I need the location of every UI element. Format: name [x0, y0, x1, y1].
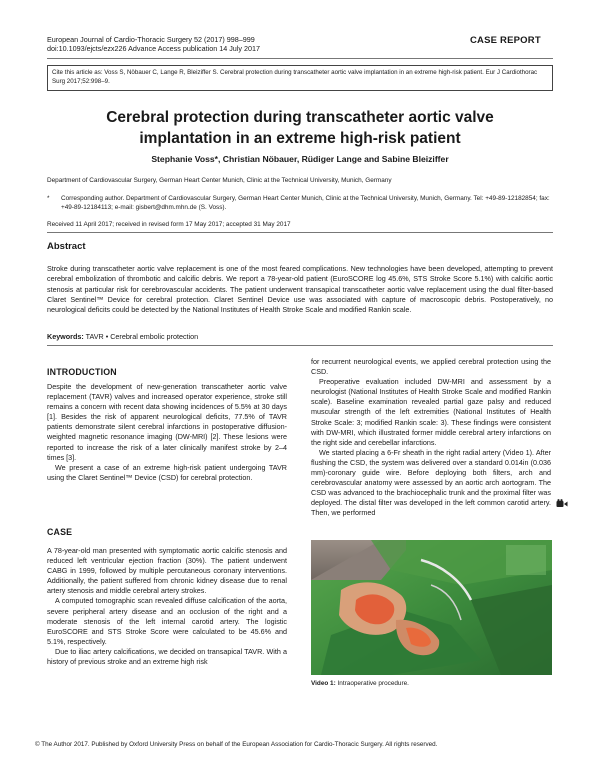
case-paragraph-2: A computed tomographic scan revealed diffuse calcification of the aorta, severe peripheral artery disease and an occlusion of the right and a moderate stenosis of the left internal carotid artery. The logistic EuroSCORE and STS Stroke Score were calculated to be 45.6% and 5.1%, respectively. — [47, 596, 287, 646]
header-rule — [47, 58, 553, 59]
correspondence — [47, 195, 553, 212]
intro-heading: INTRODUCTION — [47, 367, 117, 377]
keywords-text: TAVR • Cerebral embolic protection — [85, 332, 199, 341]
title-line-2: implantation in an extreme high-risk patient — [139, 130, 461, 147]
title-line-1: Cerebral protection during transcatheter aortic valve — [106, 109, 494, 126]
copyright-footer: © The Author 2017. Published by Oxford University Press on behalf of the European Association for Cardio-Thoracic Surgery. All rights reserved. — [35, 741, 438, 748]
correspondence-marker: * — [47, 195, 50, 202]
case-heading: CASE — [47, 527, 73, 537]
abstract-top-rule — [47, 232, 553, 233]
right-paragraph-3: We started placing a 6-Fr sheath in the right radial artery (Video 1). After flushing the CSD, the system was delivered over a standard 0.014in (0.036 mm)-coronary guide wire. Before deploying both filters, arch and cerebrovascular anatomy were assessed by an aortic arch aortogram. The CSD was advanced to the brachiocephalic trunk and the proximal filter was deployed. The distal filter was developed in the left common carotid artery. Then, we performed — [311, 447, 551, 518]
author-list: Stephanie Voss*, Christian Nöbauer, Rüdiger Lange and Sabine Bleiziffer — [151, 154, 449, 164]
case-paragraph-3: Due to iliac artery calcifications, we decided on transapical TAVR. With a history of previous stroke and an extreme high risk — [47, 646, 287, 667]
correspondence-text: Corresponding author. Department of Cardiovascular Surgery, German Heart Center Munich, Clinic at the Technical University, Munich, Germany. Tel: +49-89-12182854; fax: +49-89-12184113; e-mail: gisbert@dhm.mhn.de (S. Voss). — [61, 195, 550, 211]
citation-box — [47, 65, 553, 91]
journal-line: European Journal of Cardio-Thoracic Surgery 52 (2017) 998–999 — [47, 35, 255, 44]
doi-line: doi:10.1093/ejcts/ezx226 Advance Access publication 14 July 2017 — [47, 44, 260, 53]
intro-paragraph-1: Despite the development of new-generation transcatheter aortic valve replacement (TAVR) valves and increased operator experience, stroke still remains a concern with recent data showing incidences of 5.5% at 30 days [1]. Besides the risk of apparent neurological deficits, 77.5% of TAVR patients demonstrate silent cerebral infarctions in postoperative diffusion-weighted magnetic resonance imaging (DW-MRI) [2]. These lesions were reported to increase the risk of a later clinically manifest stroke by 2–4 times [3]. — [47, 382, 287, 462]
abstract-bottom-rule — [47, 345, 553, 346]
article-type: CASE REPORT — [470, 35, 541, 46]
citation-text: Cite this article as: Voss S, Nöbauer C, Lange R, Bleiziffer S. Cerebral protection during transcatheter aortic valve implantation in an extreme high-risk patient. Eur J Cardiothorac Surg 2017;52:998–9. — [52, 69, 538, 85]
video-camera-icon[interactable] — [556, 499, 568, 511]
article-title — [40, 107, 560, 149]
abstract-heading: Abstract — [47, 241, 86, 252]
abstract-text: Stroke during transcatheter aortic valve replacement is one of the most feared complications. New technologies have been developed, attempting to prevent cerebral embolization of thrombotic and calcific debris. We report a 78-year-old patient (EuroSCORE log 45.6%, STS Stroke Score 5.1%) with calcific aortic stenosis at particular risk for cerebrovascular accidents. The patient underwent transapical transcatheter aortic valve replacement using the dual filter-based Claret Sentinel™ Device for cerebral protection. Claret Sentinel Device use was associated with capture of macroscopic debris. Postoperatively, no neurological deficits could be detected by the National Institutes of Health Stroke Scale and modified Rankin scale. — [47, 264, 553, 315]
intro-paragraph-2: We present a case of an extreme high-risk patient undergoing TAVR using the Claret Sentinel™ Device (CSD) for cerebral protection. — [47, 462, 287, 482]
right-column-body — [311, 357, 551, 519]
case-body — [47, 546, 287, 667]
affiliation: Department of Cardiovascular Surgery, German Heart Center Munich, Clinic at the Technical University, Munich, Germany — [47, 177, 392, 184]
video-caption — [311, 680, 409, 687]
keywords — [47, 332, 553, 341]
case-paragraph-1: A 78-year-old man presented with symptomatic aortic calcific stenosis and reduced left ventricular ejection fraction (30%). The patient underwent CABG in 1999, followed by multiple percutaneous coronary interventions. Additionally, the patient suffered from chronic kidney disease due to renal artery stenosis and middle cerebral artery strokes. — [47, 546, 287, 596]
keywords-label: Keywords: — [47, 332, 84, 341]
right-paragraph-1: for recurrent neurological events, we applied cerebral protection using the CSD. — [311, 357, 551, 377]
intraoperative-video-still[interactable] — [311, 540, 552, 675]
video-caption-label: Video 1: — [311, 680, 336, 687]
intro-body — [47, 382, 287, 483]
surgery-photo — [311, 540, 552, 675]
received-dates: Received 11 April 2017; received in revised form 17 May 2017; accepted 31 May 2017 — [47, 221, 291, 228]
right-paragraph-2: Preoperative evaluation included DW-MRI and assessment by a neurologist (National Institutes of Health Stroke Scale and modified Rankin scale). Baseline examination revealed partial gaze palsy and reduced muscular strength of the left extremities (National Institutes of Health Stroke Scale: 3; modified Rankin scale: 3). These findings were consistent with DW-MRI, which illustrated former middle cerebral artery infarctions on the right side and cerebellar infarctions. — [311, 377, 551, 447]
video-caption-text: Intraoperative procedure. — [337, 680, 409, 687]
